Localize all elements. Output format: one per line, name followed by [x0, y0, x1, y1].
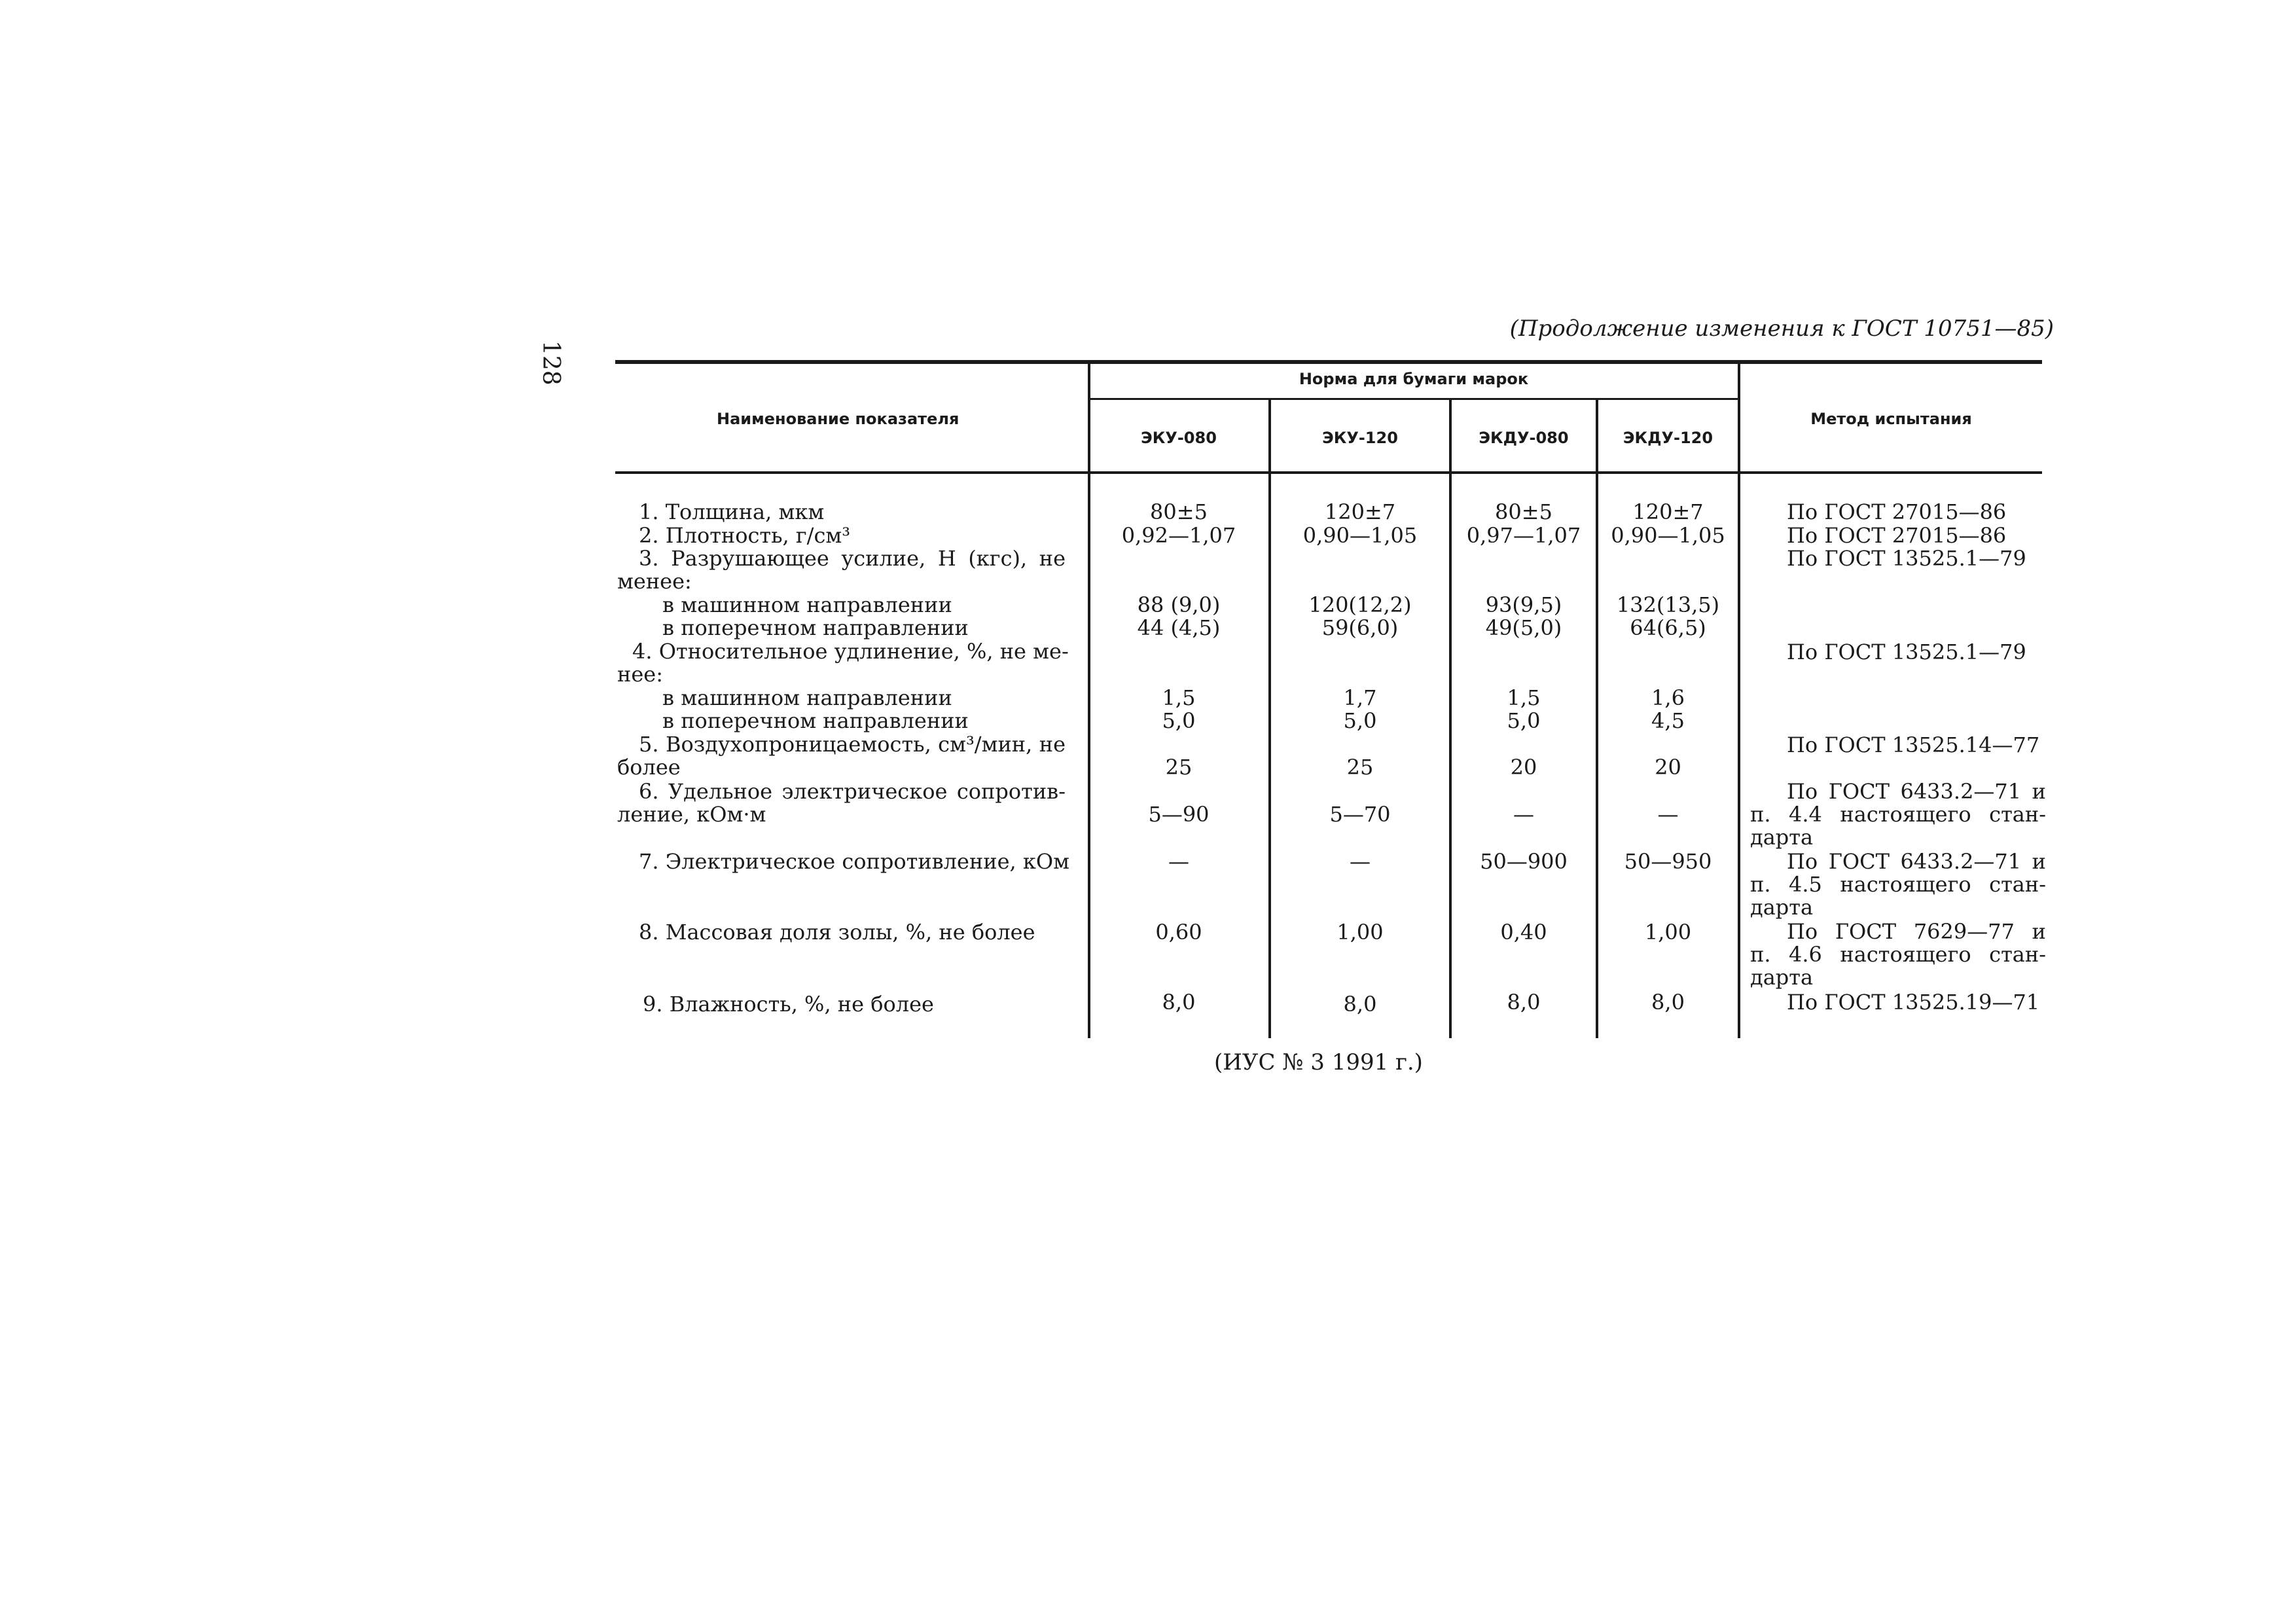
row-4a-name: в машинном направлении [662, 685, 952, 710]
brand-header-4: ЭКДУ-120 [1623, 429, 1713, 447]
row-4a-value-1: 1,5 [1162, 685, 1196, 710]
brand-header-1: ЭКУ-080 [1141, 429, 1217, 447]
table-top-rule [615, 360, 2042, 364]
row-6-method-line-1: По ГОСТ 6433.2—71 и [1787, 779, 2046, 804]
row-9-name: 9. Влажность, %, не более [643, 992, 934, 1017]
page-number: 128 [537, 340, 564, 386]
row-7-value-4: 50—950 [1624, 849, 1712, 874]
row-1-value-3: 80±5 [1495, 499, 1552, 524]
row-2-name: 2. Плотность, г/см³ [639, 523, 851, 548]
row-3b-name: в поперечном направлении [662, 615, 969, 640]
group-header: Норма для бумаги марок [1299, 370, 1529, 388]
row-7-value-1: — [1168, 849, 1189, 874]
col-divider-method [1738, 364, 1740, 1038]
row-1-name: 1. Толщина, мкм [639, 499, 825, 524]
row-7-method-line-2: п. 4.5 настоящего стан- [1750, 872, 2046, 897]
row-3a-value-4: 132(13,5) [1616, 592, 1720, 617]
row-7-value-2: — [1350, 849, 1371, 874]
row-2-value-3: 0,97—1,07 [1466, 523, 1581, 548]
row-4b-value-3: 5,0 [1507, 708, 1541, 733]
row-4b-value-4: 4,5 [1651, 708, 1685, 733]
row-4b-value-1: 5,0 [1162, 708, 1196, 733]
row-8-value-1: 0,60 [1155, 920, 1202, 945]
row-3b-value-4: 64(6,5) [1630, 615, 1706, 640]
row-4-method: По ГОСТ 13525.1—79 [1787, 640, 2026, 664]
row-1-value-4: 120±7 [1632, 499, 1704, 524]
row-7-method-line-3: дарта [1750, 895, 1814, 920]
row-6-name-line-2: ление, кОм·м [617, 802, 766, 827]
row-8-method-line-1: По ГОСТ 7629—77 и [1787, 919, 2046, 944]
footer-note: (ИУС № 3 1991 г.) [1214, 1049, 1423, 1075]
row-3b-value-1: 44 (4,5) [1137, 615, 1221, 640]
row-9-value-1: 8,0 [1162, 990, 1196, 1015]
header-bottom-rule [615, 471, 2042, 474]
row-7-value-3: 50—900 [1480, 849, 1568, 874]
brand-header-3: ЭКДУ-080 [1479, 429, 1569, 447]
row-6-value-2: 5—70 [1329, 802, 1391, 827]
row-8-value-4: 1,00 [1644, 920, 1692, 945]
group-header-rule [1089, 398, 1738, 400]
row-6-value-4: — [1657, 802, 1679, 827]
row-7-method-line-1: По ГОСТ 6433.2—71 и [1787, 849, 2046, 874]
row-4a-value-2: 1,7 [1343, 685, 1377, 710]
row-6-method-line-3: дарта [1750, 825, 1814, 850]
row-1-value-1: 80±5 [1150, 499, 1208, 524]
row-5-value-1: 25 [1165, 755, 1193, 780]
row-4-name-line-2: нее: [617, 662, 663, 687]
row-4-name-line-1: 4. Относительное удлинение, %, не ме- [632, 639, 1069, 664]
row-1-value-2: 120±7 [1324, 499, 1396, 524]
row-5-method: По ГОСТ 13525.14—77 [1787, 732, 2040, 757]
row-5-name-line-2: более [617, 755, 681, 780]
row-3-name-line-2: менее: [617, 569, 692, 594]
row-3a-value-1: 88 (9,0) [1137, 592, 1221, 617]
row-8-method-line-2: п. 4.6 настоящего стан- [1750, 942, 2046, 967]
row-3a-value-2: 120(12,2) [1308, 592, 1412, 617]
row-4b-value-2: 5,0 [1343, 708, 1377, 733]
row-5-value-4: 20 [1655, 755, 1681, 780]
row-8-name: 8. Массовая доля золы, %, не более [639, 920, 1035, 945]
row-6-value-3: — [1513, 802, 1534, 827]
row-1-method: По ГОСТ 27015—86 [1787, 499, 2007, 524]
row-6-name-line-1: 6. Удельное электрическое сопротив- [639, 779, 1066, 804]
row-4b-name: в поперечном направлении [662, 708, 969, 733]
row-5-value-3: 20 [1510, 755, 1537, 780]
row-9-value-3: 8,0 [1507, 990, 1541, 1015]
row-3a-name: в машинном направлении [662, 592, 952, 617]
method-header: Метод испытания [1810, 410, 1972, 428]
row-5-value-2: 25 [1346, 755, 1374, 780]
row-8-method-line-3: дарта [1750, 965, 1814, 990]
row-3-method: По ГОСТ 13525.1—79 [1787, 546, 2026, 571]
row-9-value-4: 8,0 [1651, 990, 1685, 1015]
row-3b-value-2: 59(6,0) [1321, 615, 1399, 640]
row-4a-value-4: 1,6 [1651, 685, 1685, 710]
indicator-header: Наименование показателя [717, 410, 960, 428]
row-6-value-1: 5—90 [1148, 802, 1210, 827]
row-8-value-2: 1,00 [1336, 920, 1384, 945]
row-7-name: 7. Электрическое сопротивление, кОм [639, 849, 1069, 874]
row-3b-value-3: 49(5,0) [1485, 615, 1562, 640]
row-8-value-3: 0,40 [1500, 920, 1547, 945]
row-5-name-line-1: 5. Воздухопроницаемость, см³/мин, не [639, 732, 1066, 757]
row-2-method: По ГОСТ 27015—86 [1787, 523, 2007, 548]
row-3-name-line-1: 3. Разрушающее усилие, Н (кгс), не [639, 546, 1066, 571]
row-3a-value-3: 93(9,5) [1485, 592, 1562, 617]
row-6-method-line-2: п. 4.4 настоящего стан- [1750, 802, 2046, 827]
header-note: (Продолжение изменения к ГОСТ 10751—85) [1509, 316, 2054, 342]
row-4a-value-3: 1,5 [1507, 685, 1541, 710]
row-2-value-4: 0,90—1,05 [1611, 523, 1725, 548]
row-2-value-2: 0,90—1,05 [1302, 523, 1418, 548]
brand-header-2: ЭКУ-120 [1322, 429, 1398, 447]
row-9-method: По ГОСТ 13525.19—71 [1787, 990, 2040, 1015]
row-9-value-2: 8,0 [1343, 992, 1377, 1017]
row-2-value-1: 0,92—1,07 [1121, 523, 1236, 548]
